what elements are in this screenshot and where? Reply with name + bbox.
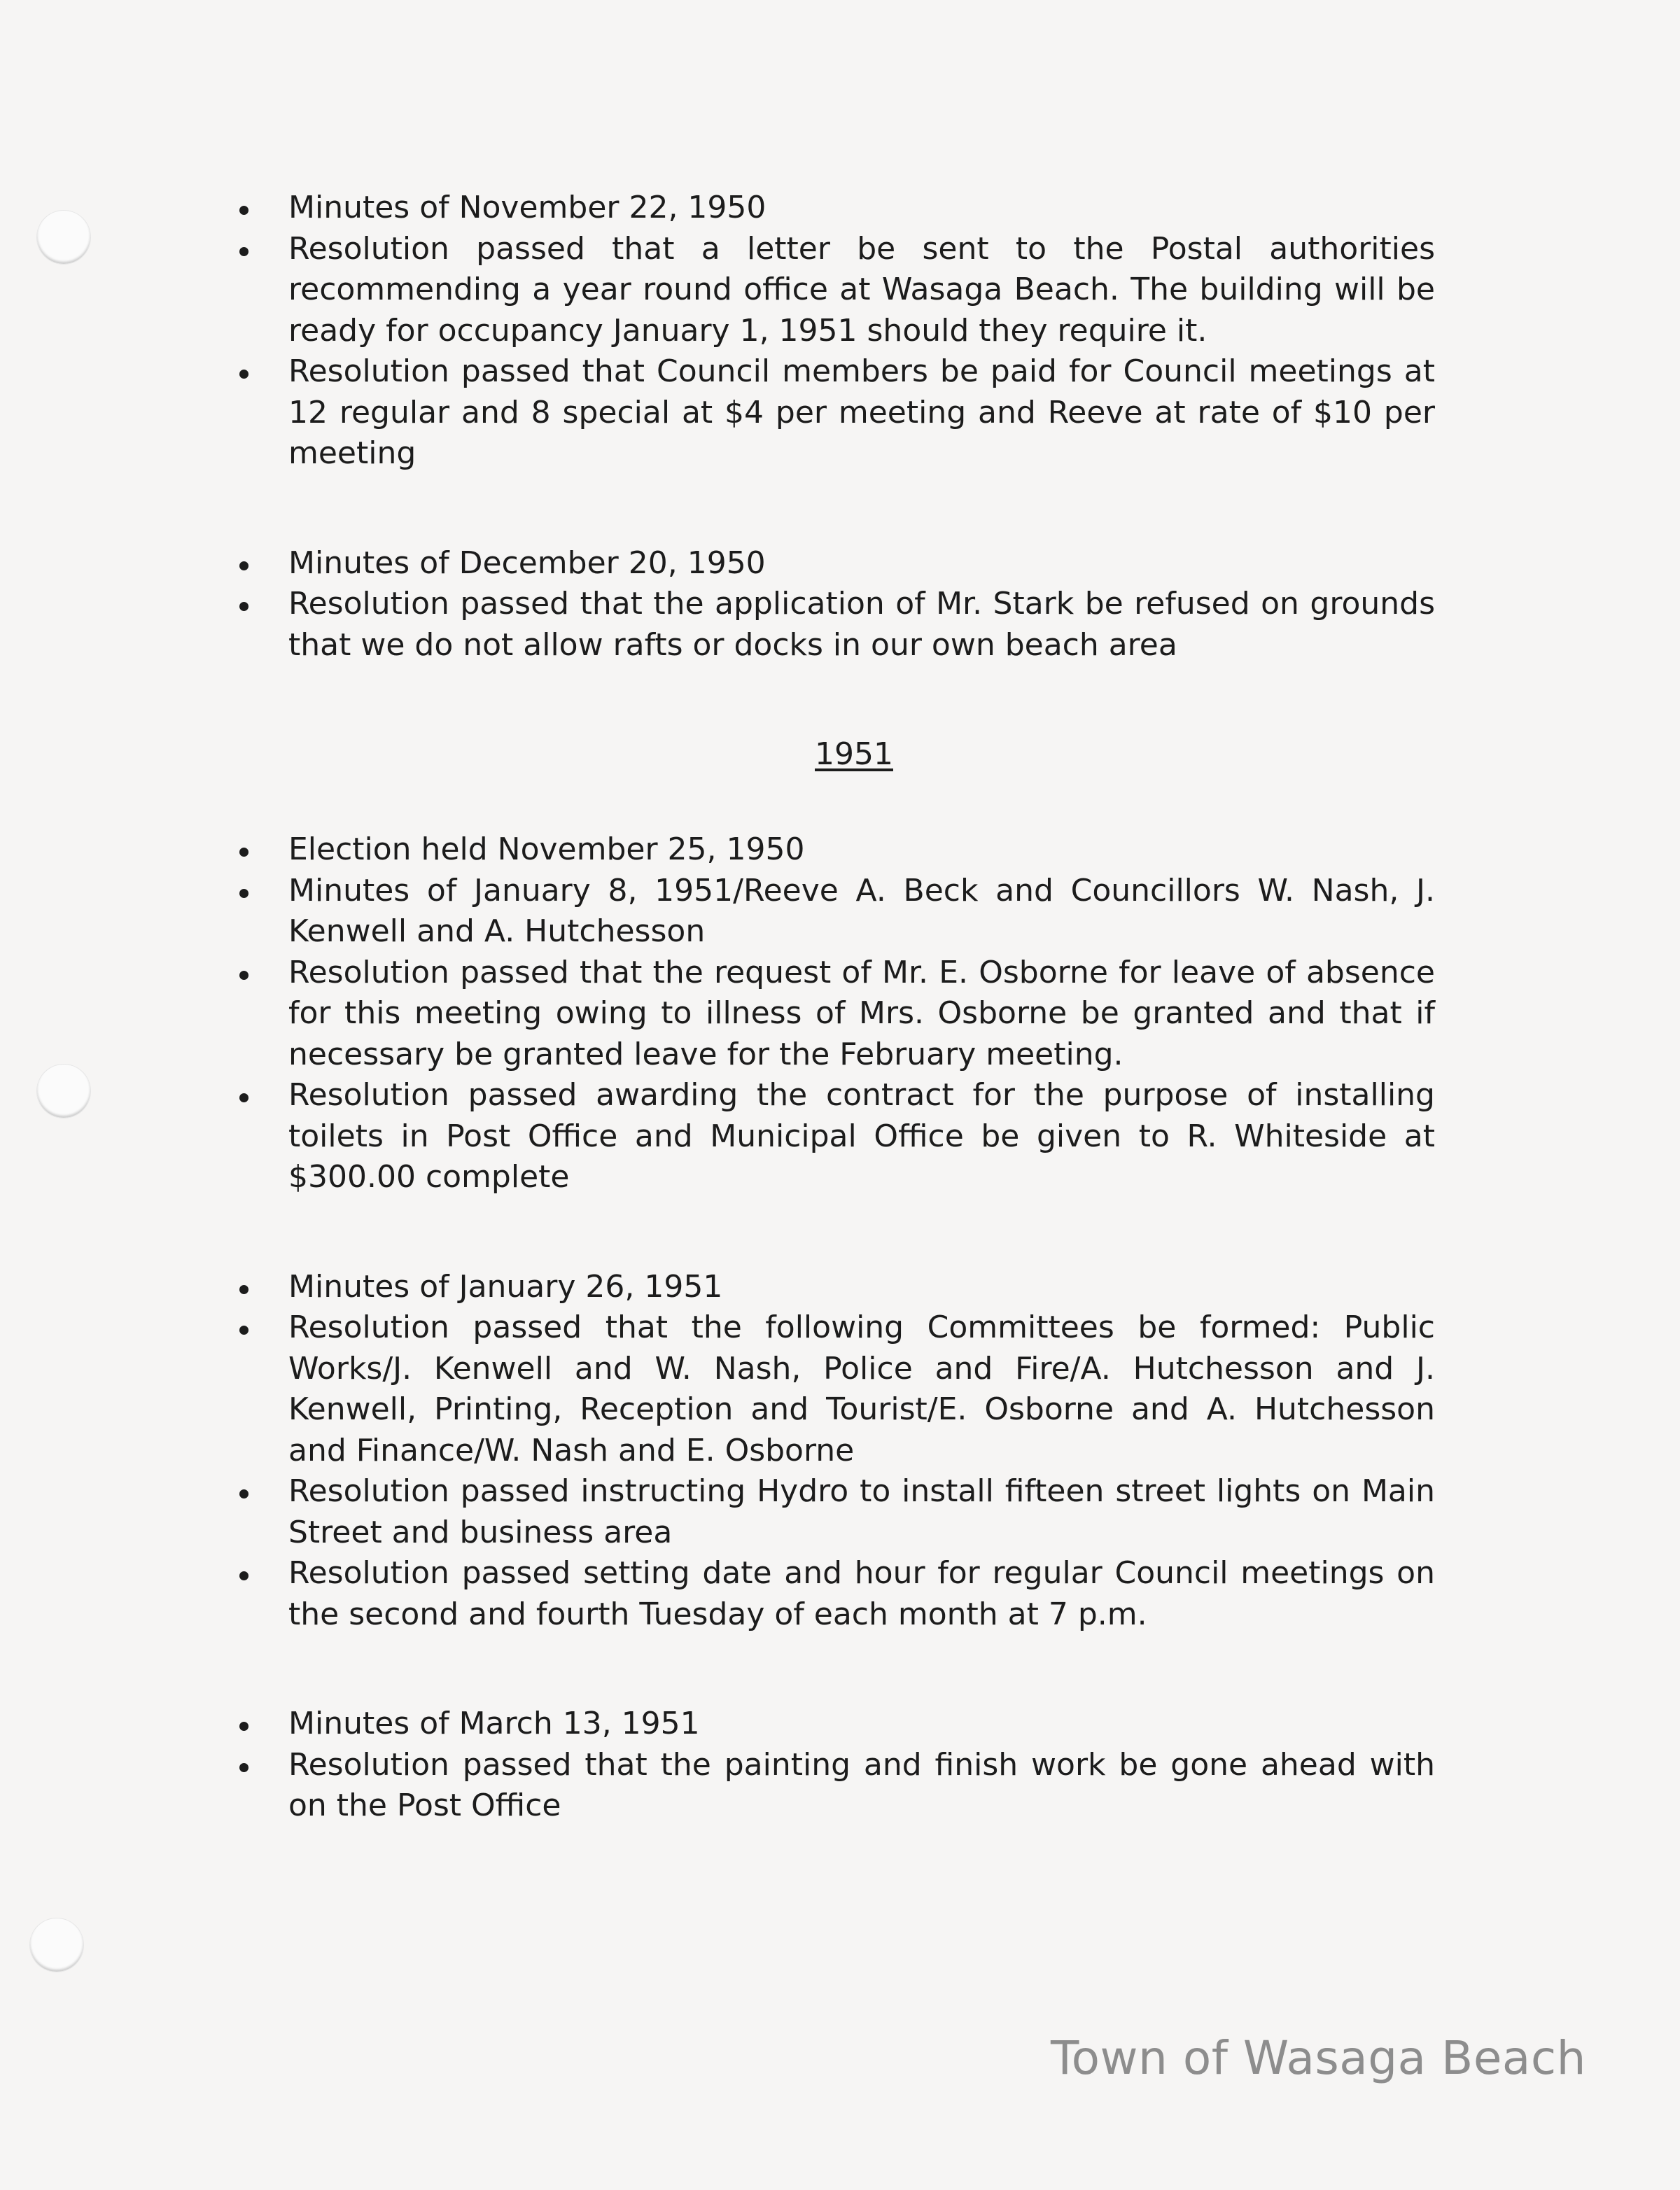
entry-list [231,829,1435,1198]
list-item: Resolution passed that the painting and finish work be gone ahead with on the Post Office [231,1745,1435,1827]
list-item: Resolution passed that the application of Mr. Stark be refused on grounds that we do not allow rafts or docks in our own beach area [231,584,1435,666]
section-mar-13-1951 [231,1704,1435,1827]
section-jan-8-1951 [231,829,1435,1198]
list-item: Resolution passed that the request of Mr. E. Osborne for leave of absence for this meeting owing to illness of Mrs. Osborne be granted and that if necessary be granted leave for the February meeting. [231,953,1435,1076]
punch-hole-top [36,210,91,265]
section-dec-20-1950 [231,543,1435,666]
list-item: Minutes of November 22, 1950 [231,188,1435,229]
list-item: Minutes of January 26, 1951 [231,1267,1435,1308]
entry-list [231,543,1435,666]
list-item: Minutes of January 8, 1951/Reeve A. Beck and Councillors W. Nash, J. Kenwell and A. Hutchesson [231,871,1435,953]
entry-list [231,1267,1435,1636]
minutes-content [231,188,1435,1827]
list-item: Resolution passed instructing Hydro to install fifteen street lights on Main Street and business area [231,1471,1435,1553]
list-item: Minutes of December 20, 1950 [231,543,1435,584]
year-heading: 1951 [815,736,893,772]
list-item: Resolution passed that a letter be sent to the Postal authorities recommending a year round office at Wasaga Beach. The building will be ready for occupancy January 1, 1951 should they require it. [231,229,1435,352]
list-item: Resolution passed that the following Committees be formed: Public Works/J. Kenwell and W. Nash, Police and Fire/A. Hutchesson and J. Kenwell, Printing, Reception and Tourist/E. Osborne and A. Hutchesson and Finance/W. Nash and E. Osborne [231,1307,1435,1471]
list-item: Resolution passed setting date and hour for regular Council meetings on the second and fourth Tuesday of each month at 7 p.m. [231,1553,1435,1635]
list-item: Resolution passed that Council members be paid for Council meetings at 12 regular and 8 special at $4 per meeting and Reeve at rate of $10 per meeting [231,351,1435,475]
list-item: Minutes of March 13, 1951 [231,1704,1435,1745]
entry-list [231,1704,1435,1827]
section-jan-26-1951 [231,1267,1435,1636]
punch-hole-middle [36,1064,91,1118]
list-item: Resolution passed awarding the contract for the purpose of installing toilets in Post Office and Municipal Office be given to R. Whiteside at $300.00 complete [231,1075,1435,1198]
entry-list [231,188,1435,475]
punch-hole-bottom [29,1918,84,1972]
section-nov-22-1950 [231,188,1435,475]
watermark: Town of Wasaga Beach [1051,2031,1586,2085]
list-item: Election held November 25, 1950 [231,829,1435,871]
